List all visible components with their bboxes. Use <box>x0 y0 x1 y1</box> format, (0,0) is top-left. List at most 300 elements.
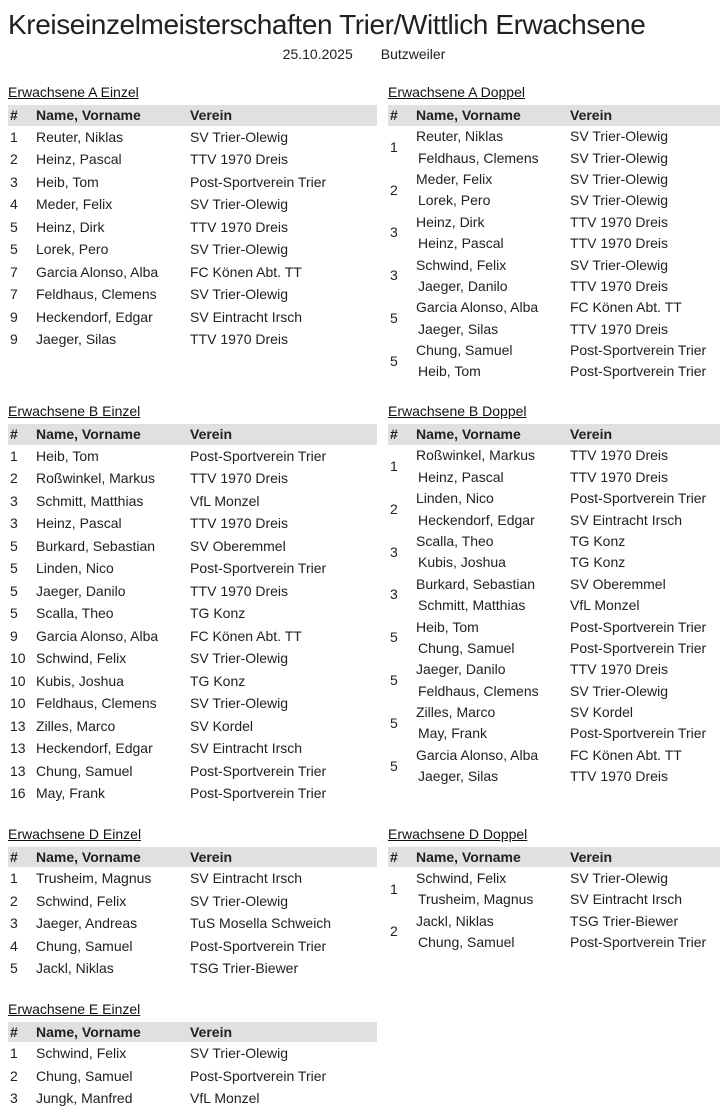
player-name: Chung, Samuel <box>36 762 133 779</box>
club-name: TG Konz <box>570 554 626 571</box>
result-row <box>388 509 720 530</box>
club-header: Verein <box>190 1022 377 1043</box>
section-title: Erwachsene A Doppel <box>388 84 525 100</box>
result-row <box>8 715 377 738</box>
result-row <box>388 530 720 551</box>
rank-header: # <box>8 847 36 868</box>
result-row <box>388 701 720 722</box>
result-row <box>388 931 720 952</box>
club-name: TSG Trier-Biewer <box>570 912 679 929</box>
club-name: SV Oberemmel <box>190 537 286 554</box>
club-name: SV Trier-Olewig <box>190 286 289 303</box>
player-name: Heckendorf, Edgar <box>36 308 153 325</box>
result-row <box>388 573 720 594</box>
rank-cell: 1 <box>10 870 18 887</box>
player-name: Schwind, Felix <box>416 256 507 273</box>
result-row <box>8 171 377 194</box>
club-name: TuS Mosella Schweich <box>190 915 332 932</box>
rank-header: # <box>388 424 416 445</box>
club-name: SV Trier-Olewig <box>570 170 669 187</box>
club-name: TTV 1970 Dreis <box>570 468 669 485</box>
player-name: Heinz, Pascal <box>36 151 122 168</box>
rank-cell: 1 <box>10 128 18 145</box>
result-row <box>388 466 720 487</box>
club-name: FC Könen Abt. TT <box>570 299 682 316</box>
results-table <box>8 847 377 980</box>
player-name: Garcia Alonso, Alba <box>416 299 539 316</box>
player-name: Garcia Alonso, Alba <box>36 627 159 644</box>
result-row <box>388 766 720 787</box>
player-name: Linden, Nico <box>36 560 114 577</box>
result-row <box>8 957 377 980</box>
rank-cell: 2 <box>390 500 398 517</box>
result-row <box>388 659 720 680</box>
rank-cell: 3 <box>10 173 18 190</box>
result-row <box>8 193 377 216</box>
club-name: Post-Sportverein Trier <box>190 447 327 464</box>
rank-cell: 3 <box>390 543 398 560</box>
result-row <box>8 557 377 580</box>
rank-cell: 5 <box>10 218 18 235</box>
rank-header: # <box>8 105 36 126</box>
player-name: Burkard, Sebastian <box>36 537 156 554</box>
club-header: Verein <box>190 105 377 126</box>
club-name: TG Konz <box>570 532 626 549</box>
player-name: Schwind, Felix <box>36 1045 127 1062</box>
result-row <box>388 487 720 508</box>
player-name: Linden, Nico <box>416 490 494 507</box>
club-name: SV Eintracht Irsch <box>190 740 303 757</box>
result-row <box>8 670 377 693</box>
club-header: Verein <box>570 424 720 445</box>
section <box>388 826 720 953</box>
club-name: Post-Sportverein Trier <box>570 639 707 656</box>
club-name: Post-Sportverein Trier <box>190 937 327 954</box>
rank-cell: 13 <box>10 762 26 779</box>
player-name: Trusheim, Magnus <box>418 891 534 908</box>
club-header: Verein <box>570 105 720 126</box>
rank-cell: 3 <box>10 915 18 932</box>
player-name: Kubis, Joshua <box>418 554 506 571</box>
result-row <box>8 580 377 603</box>
result-row <box>8 912 377 935</box>
player-name: Feldhaus, Clemens <box>418 682 539 699</box>
club-name: TTV 1970 Dreis <box>570 661 669 678</box>
player-name: Jackl, Niklas <box>416 912 494 929</box>
player-name: Heinz, Pascal <box>36 515 122 532</box>
player-name: Meder, Felix <box>416 170 493 187</box>
player-name: Scalla, Theo <box>36 605 114 622</box>
result-row <box>8 467 377 490</box>
club-name: SV Trier-Olewig <box>190 650 289 667</box>
club-name: SV Kordel <box>570 704 634 721</box>
player-name: Chung, Samuel <box>416 342 513 359</box>
result-row <box>8 512 377 535</box>
rank-cell: 5 <box>390 671 398 688</box>
club-name: FC Könen Abt. TT <box>570 746 682 763</box>
club-name: SV Trier-Olewig <box>570 869 669 886</box>
rank-cell: 9 <box>10 308 18 325</box>
result-row <box>388 339 720 360</box>
player-name: Schwind, Felix <box>416 869 507 886</box>
result-row <box>8 625 377 648</box>
club-name: Post-Sportverein Trier <box>190 762 327 779</box>
rank-cell: 10 <box>10 650 26 667</box>
result-row <box>388 232 720 253</box>
club-name: TTV 1970 Dreis <box>190 331 289 348</box>
result-row <box>388 910 720 931</box>
player-name: Chung, Samuel <box>418 639 515 656</box>
rank-cell: 5 <box>390 352 398 369</box>
player-name: Trusheim, Magnus <box>36 870 152 887</box>
result-row <box>8 126 377 149</box>
result-row <box>8 216 377 239</box>
result-row <box>8 1087 377 1110</box>
result-row <box>8 760 377 783</box>
result-row <box>8 867 377 890</box>
result-row <box>8 445 377 468</box>
result-row <box>388 723 720 744</box>
rank-cell: 9 <box>10 627 18 644</box>
club-header: Verein <box>190 847 377 868</box>
player-name: Zilles, Marco <box>36 717 116 734</box>
player-name: Zilles, Marco <box>416 704 496 721</box>
player-name: Jackl, Niklas <box>36 960 114 977</box>
result-row <box>388 318 720 339</box>
player-name: Feldhaus, Clemens <box>36 695 157 712</box>
club-name: Post-Sportverein Trier <box>570 363 707 380</box>
player-name: Jaeger, Danilo <box>36 582 126 599</box>
name-header: Name, Vorname <box>416 424 570 445</box>
player-name: Jaeger, Danilo <box>416 661 506 678</box>
rank-cell: 2 <box>10 151 18 168</box>
club-name: SV Trier-Olewig <box>190 1045 289 1062</box>
result-row <box>388 552 720 573</box>
name-header: Name, Vorname <box>416 847 570 868</box>
player-name: Garcia Alonso, Alba <box>36 263 159 280</box>
rank-cell: 5 <box>10 960 18 977</box>
result-row <box>8 490 377 513</box>
player-name: Roßwinkel, Markus <box>36 470 156 487</box>
rank-cell: 13 <box>10 740 26 757</box>
player-name: Heinz, Dirk <box>36 218 105 235</box>
results-table <box>388 847 720 953</box>
rank-cell: 3 <box>390 224 398 241</box>
results-grid <box>8 84 720 1110</box>
result-row <box>8 328 377 351</box>
result-row <box>388 361 720 382</box>
result-row <box>8 261 377 284</box>
player-name: Feldhaus, Clemens <box>36 286 157 303</box>
club-name: Post-Sportverein Trier <box>570 725 707 742</box>
page-title: Kreiseinzelmeisterschaften Trier/Wittlich Erwachsene <box>8 9 646 40</box>
player-name: Scalla, Theo <box>416 532 494 549</box>
player-name: Schmitt, Matthias <box>418 597 526 614</box>
club-name: VfL Monzel <box>570 597 640 614</box>
result-row <box>8 306 377 329</box>
section <box>8 403 377 805</box>
section <box>8 84 377 351</box>
player-name: Jaeger, Silas <box>418 320 499 337</box>
rank-cell: 1 <box>390 880 398 897</box>
result-row <box>8 1042 377 1065</box>
club-name: VfL Monzel <box>190 492 260 509</box>
rank-cell: 3 <box>390 586 398 603</box>
club-name: SV Eintracht Irsch <box>190 308 303 325</box>
result-row <box>388 889 720 910</box>
rank-cell: 13 <box>10 717 26 734</box>
player-name: Lorek, Pero <box>36 241 109 258</box>
club-name: TTV 1970 Dreis <box>190 470 289 487</box>
rank-cell: 2 <box>10 470 18 487</box>
results-table <box>388 424 720 787</box>
rank-cell: 2 <box>390 181 398 198</box>
player-name: Jaeger, Silas <box>418 768 499 785</box>
player-name: Roßwinkel, Markus <box>416 447 536 464</box>
result-row <box>388 168 720 189</box>
section-title: Erwachsene B Einzel <box>8 403 141 420</box>
club-name: SV Trier-Olewig <box>190 695 289 712</box>
rank-cell: 5 <box>10 241 18 258</box>
player-name: Feldhaus, Clemens <box>418 149 539 166</box>
rank-cell: 5 <box>390 714 398 731</box>
player-name: Jaeger, Silas <box>36 331 117 348</box>
rank-cell: 10 <box>10 695 26 712</box>
player-name: Heib, Tom <box>36 173 99 190</box>
player-name: Chung, Samuel <box>36 937 133 954</box>
results-table <box>8 424 377 805</box>
section-title: Erwachsene D Doppel <box>388 825 528 842</box>
rank-cell: 3 <box>10 515 18 532</box>
player-name: May, Frank <box>36 785 105 802</box>
rank-cell: 1 <box>390 138 398 155</box>
player-name: Jaeger, Danilo <box>418 277 508 294</box>
club-name: Post-Sportverein Trier <box>190 785 327 802</box>
club-name: Post-Sportverein Trier <box>570 934 707 951</box>
rank-cell: 5 <box>10 582 18 599</box>
name-header: Name, Vorname <box>36 105 190 126</box>
club-name: Post-Sportverein Trier <box>570 342 707 359</box>
event-date: 25.10.2025 <box>282 46 353 62</box>
name-header: Name, Vorname <box>36 847 190 868</box>
club-name: TTV 1970 Dreis <box>570 768 669 785</box>
result-row <box>388 297 720 318</box>
result-row <box>8 283 377 306</box>
result-row <box>8 238 377 261</box>
result-row <box>388 445 720 466</box>
rank-cell: 5 <box>10 605 18 622</box>
result-row <box>388 637 720 658</box>
rank-header: # <box>8 1022 36 1043</box>
club-name: SV Kordel <box>190 717 254 734</box>
table-header-row <box>388 847 720 868</box>
result-row <box>8 602 377 625</box>
result-row <box>388 254 720 275</box>
club-name: SV Trier-Olewig <box>570 128 669 145</box>
club-name: SV Trier-Olewig <box>570 256 669 273</box>
result-row <box>8 148 377 171</box>
section-title: Erwachsene D Einzel <box>8 825 142 842</box>
event-location: Butzweiler <box>380 46 446 62</box>
result-row <box>8 782 377 805</box>
club-name: TG Konz <box>190 605 246 622</box>
result-row <box>8 1065 377 1088</box>
player-name: Burkard, Sebastian <box>416 575 536 592</box>
player-name: Schwind, Felix <box>36 650 127 667</box>
result-row <box>388 594 720 615</box>
section-title: Erwachsene A Einzel <box>8 84 139 100</box>
table-header-row <box>388 424 720 445</box>
result-row <box>388 680 720 701</box>
player-name: Kubis, Joshua <box>36 672 124 689</box>
section <box>8 1001 377 1110</box>
result-row <box>388 211 720 232</box>
result-row <box>8 737 377 760</box>
event-subtitle <box>8 46 720 62</box>
club-name: SV Trier-Olewig <box>190 128 289 145</box>
result-row <box>8 647 377 670</box>
table-header-row <box>8 105 377 126</box>
rank-header: # <box>8 424 36 445</box>
rank-cell: 5 <box>390 629 398 646</box>
club-name: Post-Sportverein Trier <box>190 560 327 577</box>
table-header-row <box>8 847 377 868</box>
rank-cell: 7 <box>10 263 18 280</box>
club-name: Post-Sportverein Trier <box>570 618 707 635</box>
player-name: Meder, Felix <box>36 196 113 213</box>
table-header-row <box>388 105 720 126</box>
rank-cell: 10 <box>10 672 26 689</box>
result-row <box>388 744 720 765</box>
club-name: SV Trier-Olewig <box>570 149 669 166</box>
player-name: Chung, Samuel <box>418 934 515 951</box>
club-name: TTV 1970 Dreis <box>190 151 289 168</box>
player-name: Schwind, Felix <box>36 892 127 909</box>
player-name: Heckendorf, Edgar <box>418 511 535 528</box>
section <box>8 826 377 980</box>
results-table <box>388 105 720 382</box>
player-name: Heib, Tom <box>418 363 481 380</box>
player-name: Reuter, Niklas <box>416 128 504 145</box>
club-name: SV Oberemmel <box>570 575 666 592</box>
club-name: SV Eintracht Irsch <box>570 891 683 908</box>
player-name: Heinz, Pascal <box>418 468 504 485</box>
club-header: Verein <box>190 424 377 445</box>
club-name: Post-Sportverein Trier <box>570 490 707 507</box>
name-header: Name, Vorname <box>36 1022 190 1043</box>
rank-cell: 4 <box>10 937 18 954</box>
club-name: SV Eintracht Irsch <box>190 870 303 887</box>
club-name: SV Trier-Olewig <box>190 196 289 213</box>
club-header: Verein <box>570 847 720 868</box>
player-name: Lorek, Pero <box>418 192 491 209</box>
club-name: FC Könen Abt. TT <box>190 263 302 280</box>
result-row <box>388 616 720 637</box>
player-name: Heib, Tom <box>416 618 479 635</box>
rank-cell: 5 <box>10 560 18 577</box>
rank-cell: 3 <box>390 267 398 284</box>
rank-cell: 5 <box>10 537 18 554</box>
rank-cell: 4 <box>10 196 18 213</box>
name-header: Name, Vorname <box>36 424 190 445</box>
results-table <box>8 1022 377 1110</box>
rank-cell: 3 <box>10 492 18 509</box>
section <box>388 403 720 787</box>
rank-cell: 2 <box>390 923 398 940</box>
club-name: Post-Sportverein Trier <box>190 1067 327 1084</box>
club-name: Post-Sportverein Trier <box>190 173 327 190</box>
club-name: TTV 1970 Dreis <box>570 277 669 294</box>
player-name: Reuter, Niklas <box>36 128 124 145</box>
rank-cell: 5 <box>390 757 398 774</box>
player-name: Schmitt, Matthias <box>36 492 144 509</box>
club-name: SV Trier-Olewig <box>190 241 289 258</box>
result-row <box>388 126 720 147</box>
club-name: SV Trier-Olewig <box>570 682 669 699</box>
result-row <box>8 935 377 958</box>
player-name: May, Frank <box>418 725 487 742</box>
club-name: VfL Monzel <box>190 1090 260 1107</box>
club-name: TTV 1970 Dreis <box>570 447 669 464</box>
rank-cell: 3 <box>10 1090 18 1107</box>
player-name: Heinz, Pascal <box>418 235 504 252</box>
section <box>388 84 720 382</box>
player-name: Heib, Tom <box>36 447 99 464</box>
rank-cell: 9 <box>10 331 18 348</box>
club-name: TTV 1970 Dreis <box>570 320 669 337</box>
club-name: TTV 1970 Dreis <box>570 213 669 230</box>
player-name: Chung, Samuel <box>36 1067 133 1084</box>
rank-cell: 5 <box>390 310 398 327</box>
club-name: SV Trier-Olewig <box>570 192 669 209</box>
club-name: TTV 1970 Dreis <box>190 515 289 532</box>
rank-cell: 1 <box>10 447 18 464</box>
result-row <box>388 867 720 888</box>
player-name: Jungk, Manfred <box>36 1090 133 1107</box>
rank-header: # <box>388 847 416 868</box>
name-header: Name, Vorname <box>416 105 570 126</box>
result-row <box>8 535 377 558</box>
player-name: Garcia Alonso, Alba <box>416 746 539 763</box>
club-name: FC Könen Abt. TT <box>190 627 302 644</box>
result-row <box>388 190 720 211</box>
section-title: Erwachsene B Doppel <box>388 403 527 420</box>
rank-cell: 16 <box>10 785 26 802</box>
table-header-row <box>8 424 377 445</box>
results-table <box>8 105 377 351</box>
table-header-row <box>8 1022 377 1043</box>
club-name: TSG Trier-Biewer <box>190 960 299 977</box>
section-title: Erwachsene E Einzel <box>8 1000 141 1017</box>
rank-cell: 1 <box>390 458 398 475</box>
rank-cell: 7 <box>10 286 18 303</box>
rank-header: # <box>388 105 416 126</box>
player-name: Heinz, Dirk <box>416 213 485 230</box>
result-row <box>388 275 720 296</box>
rank-cell: 1 <box>10 1045 18 1062</box>
club-name: TTV 1970 Dreis <box>190 218 289 235</box>
club-name: SV Trier-Olewig <box>190 892 289 909</box>
rank-cell: 2 <box>10 1067 18 1084</box>
result-row <box>8 692 377 715</box>
result-row <box>388 147 720 168</box>
club-name: SV Eintracht Irsch <box>570 511 683 528</box>
player-name: Jaeger, Andreas <box>36 915 138 932</box>
player-name: Heckendorf, Edgar <box>36 740 153 757</box>
club-name: TG Konz <box>190 672 246 689</box>
club-name: TTV 1970 Dreis <box>190 582 289 599</box>
rank-cell: 2 <box>10 892 18 909</box>
